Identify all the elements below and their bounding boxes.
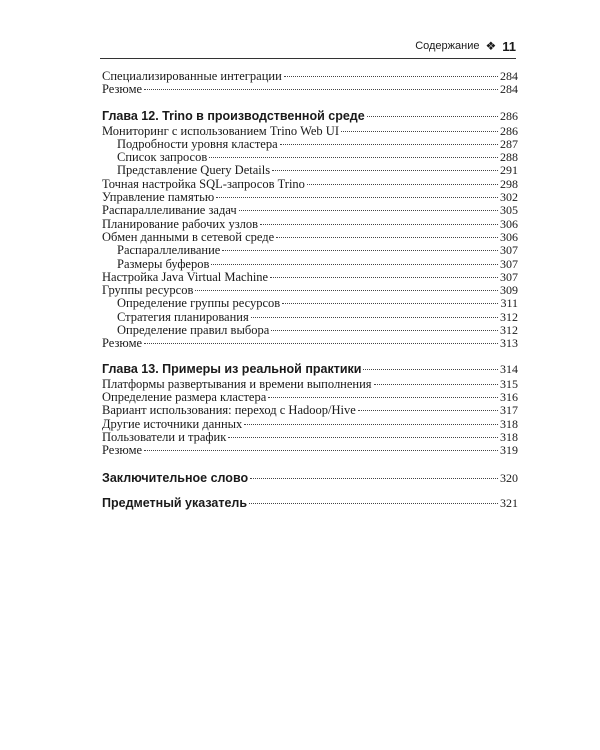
dot-leader — [195, 290, 498, 291]
dot-leader — [270, 277, 498, 278]
dot-leader — [276, 237, 498, 238]
toc-entry-title: Другие источники данных — [102, 416, 243, 431]
toc-subentry[interactable] — [102, 324, 518, 337]
toc-entry[interactable] — [102, 178, 518, 191]
chapter-title: Глава 13. Примеры из реальной практики — [102, 361, 362, 376]
toc-entry-title: Мониторинг с использованием Trino Web UI — [102, 123, 339, 138]
dot-leader — [307, 184, 498, 185]
toc-entry-page: 284 — [500, 69, 518, 83]
toc-entry-page: 319 — [500, 443, 518, 458]
toc-entry-page: 315 — [500, 376, 518, 391]
toc-entry-page: 286 — [500, 123, 518, 138]
toc-entry-title: Настройка Java Virtual Machine — [102, 269, 269, 284]
dot-leader — [280, 144, 498, 145]
toc-entry-page: 306 — [500, 229, 518, 244]
toc-entry-page: 317 — [500, 403, 518, 418]
dot-leader — [358, 410, 498, 411]
toc-entry-title: Вариант использования: переход с Hadoop/Hive — [102, 403, 356, 418]
toc-subentry[interactable] — [102, 311, 518, 324]
toc-entry-page: 298 — [500, 176, 518, 191]
toc-entry-page: 302 — [500, 190, 518, 205]
toc-entry-title: Платформы развертывания и времени выполнения — [102, 376, 372, 391]
dot-leader — [250, 478, 498, 479]
dot-leader — [211, 264, 498, 265]
toc-entry-title: Планирование рабочих узлов — [102, 216, 259, 231]
toc-entry-title: Подробности уровня кластера — [117, 136, 278, 151]
afterword-page: 320 — [500, 471, 518, 486]
toc-entry-title: Стратегия планирования — [117, 309, 249, 324]
table-of-contents — [102, 70, 518, 512]
toc-entry-page: 313 — [500, 336, 518, 351]
toc-entry-title: Представление Query Details — [117, 163, 271, 178]
toc-entry[interactable] — [102, 404, 518, 417]
toc-entry-page: 307 — [500, 269, 518, 284]
dot-leader — [260, 224, 498, 225]
dot-leader — [144, 343, 498, 344]
chapter-page: 314 — [500, 361, 518, 376]
toc-entry-page: 318 — [500, 429, 518, 444]
dot-leader — [222, 250, 498, 251]
toc-entry[interactable] — [102, 284, 518, 297]
toc-entry-page: 318 — [500, 416, 518, 431]
toc-entry-title: Распараллеливание — [117, 243, 221, 258]
toc-entry-page: 287 — [500, 136, 518, 151]
dot-leader — [341, 131, 498, 132]
toc-entry-page: 284 — [500, 82, 518, 97]
index-heading[interactable] — [102, 495, 518, 512]
toc-entry-page: 307 — [500, 256, 518, 271]
toc-entry-page: 305 — [500, 203, 518, 218]
toc-entry-title: Управление памятью — [102, 190, 215, 205]
dot-leader — [367, 116, 498, 117]
toc-entry[interactable] — [102, 378, 518, 391]
toc-entry[interactable] — [102, 431, 518, 444]
chapter-12-heading[interactable] — [102, 108, 518, 125]
toc-entry-title: Размеры буферов — [117, 256, 210, 271]
index-page: 321 — [500, 496, 518, 511]
afterword-heading[interactable] — [102, 470, 518, 487]
toc-entry-title: Определение правил выбора — [117, 323, 270, 338]
toc-entry-title: Определение группы ресурсов — [117, 296, 281, 311]
chapter-page: 286 — [500, 108, 518, 123]
dot-leader — [268, 397, 498, 398]
toc-entry-page: 311 — [500, 296, 518, 311]
running-title: Содержание — [415, 40, 480, 52]
toc-entry[interactable] — [102, 337, 518, 350]
toc-subentry[interactable] — [102, 151, 518, 164]
toc-entry-title: Список запросов — [117, 150, 208, 165]
chapter-title: Глава 12. Trino в производственной среде — [102, 108, 365, 123]
toc-entry-title: Группы ресурсов — [102, 283, 194, 298]
page-number: 11 — [502, 38, 516, 54]
dot-leader — [228, 437, 498, 438]
toc-entry[interactable] — [102, 271, 518, 284]
dot-leader — [144, 89, 498, 90]
toc-entry-page: 312 — [500, 323, 518, 338]
dot-leader — [209, 157, 498, 158]
toc-subentry[interactable] — [102, 258, 518, 271]
toc-entry-page: 307 — [500, 243, 518, 258]
toc-entry-page: 309 — [500, 283, 518, 298]
toc-entry-title: Пользователи и трафик — [102, 429, 227, 444]
dot-leader — [272, 170, 498, 171]
dot-leader — [284, 76, 498, 77]
toc-entry[interactable] — [102, 231, 518, 244]
toc-entry[interactable] — [102, 204, 518, 217]
index-title: Предметный указатель — [102, 496, 248, 511]
toc-entry[interactable] — [102, 83, 518, 96]
dot-leader — [244, 424, 498, 425]
toc-entry-title: Специализированные интеграции — [102, 69, 282, 83]
toc-entry-title: Резюме — [102, 443, 143, 458]
toc-entry[interactable] — [102, 444, 518, 457]
toc-entry-page: 288 — [500, 150, 518, 165]
toc-entry-page: 312 — [500, 309, 518, 324]
toc-entry[interactable] — [102, 70, 518, 83]
toc-entry-page: 306 — [500, 216, 518, 231]
chapter-13-heading[interactable] — [102, 361, 518, 378]
toc-subentry[interactable] — [102, 244, 518, 257]
dot-leader — [216, 197, 498, 198]
dot-leader — [249, 503, 498, 504]
toc-entry-title: Определение размера кластера — [102, 389, 267, 404]
toc-subentry[interactable] — [102, 164, 518, 177]
toc-entry-title: Резюме — [102, 336, 143, 351]
toc-entry[interactable] — [102, 125, 518, 138]
toc-subentry[interactable] — [102, 297, 518, 310]
dot-leader — [282, 303, 498, 304]
toc-entry[interactable] — [102, 418, 518, 431]
toc-entry[interactable] — [102, 191, 518, 204]
toc-entry-title: Точная настройка SQL-запросов Trino — [102, 176, 305, 191]
toc-entry-page: 316 — [500, 389, 518, 404]
dot-leader — [374, 384, 498, 385]
toc-entry-title: Обмен данными в сетевой среде — [102, 229, 275, 244]
dot-leader — [251, 317, 498, 318]
dot-leader — [271, 330, 498, 331]
running-header — [100, 34, 516, 59]
toc-entry[interactable] — [102, 391, 518, 404]
dot-leader — [363, 369, 498, 370]
dot-leader — [239, 210, 498, 211]
toc-subentry[interactable] — [102, 138, 518, 151]
toc-entry-title: Распараллеливание задач — [102, 203, 237, 218]
toc-entry[interactable] — [102, 218, 518, 231]
dot-leader — [144, 450, 498, 451]
afterword-title: Заключительное слово — [102, 471, 249, 486]
toc-entry-title: Резюме — [102, 82, 143, 97]
ornament-icon: ❖ — [485, 39, 497, 53]
toc-entry-page: 291 — [500, 163, 518, 178]
